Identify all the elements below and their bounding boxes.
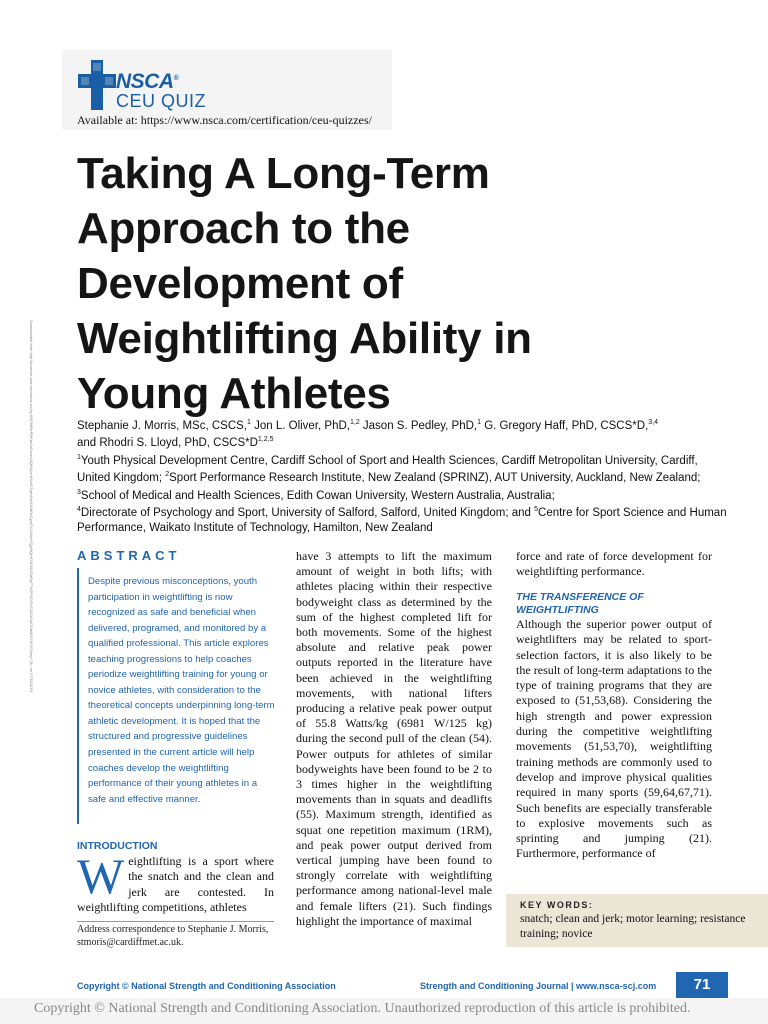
affiliation: Sport Performance Research Institute, New Zealand (SPRINZ), AUT University, Auckland, New Zealand;: [169, 472, 701, 485]
correspondence-note: Address correspondence to Stephanie J. Morris, stmoris@cardiffmet.ac.uk.: [77, 924, 269, 948]
abstract-heading: ABSTRACT: [77, 548, 181, 563]
abstract-box: [77, 568, 279, 824]
keywords-list: snatch; clean and jerk; motor learning; resistance training; novice: [520, 913, 746, 940]
body-column-3: Although the superior power output of weightlifters may be related to sport-selection factors, it is also likely to be the result of long-term adaptations to the type of training programs that they are exposed to (51,53,68). Considering the high strength and power expression during the competitive weightlifting movements (51,53,70), weightlifting training methods are commonly used to develop and improve physical qualities required in many sports (59,64,67,71). Such benefits are especially transferable to explosive movements such as sprinting and jumping (21). Furthermore, performance of: [516, 617, 712, 861]
drop-cap: W: [77, 848, 125, 904]
page-number: 71: [676, 972, 728, 998]
affiliation: Centre for Sport Science and Human Performance, Waikato Institute of Technology, Hamilton, New Zealand: [77, 506, 727, 534]
author-name: Stephanie J. Morris, MSc, CSCS,: [77, 419, 247, 432]
author-name: G. Gregory Haff, PhD, CSCS*D,: [481, 419, 649, 432]
title-line: Weightlifting Ability in: [77, 314, 532, 363]
copyright-banner: Copyright © National Strength and Conditioning Association. Unauthorized reproduction of this article is prohibited.: [34, 1001, 691, 1016]
footer-journal-link[interactable]: Strength and Conditioning Journal | www.nsca-scj.com: [420, 981, 657, 991]
body-column-3-top: force and rate of force development for weightlifting performance.: [516, 549, 712, 579]
logo-subtitle: CEU QUIZ: [116, 91, 207, 111]
affiliation: School of Medical and Health Sciences, Edith Cowan University, Western Australia, Australia;: [80, 489, 555, 502]
keywords-box: [506, 894, 768, 947]
affiliation: Directorate of Psychology and Sport, University of Salford, Salford, United Kingdom; and: [80, 506, 535, 519]
section-heading-transference: THE TRANSFERENCE OF WEIGHTLIFTING: [516, 591, 644, 616]
nsca-logo: [76, 60, 206, 112]
introduction-paragraph: [77, 848, 274, 915]
author-name: Jason S. Pedley, PhD,: [359, 419, 478, 432]
article-title: [77, 146, 697, 421]
keywords-title: KEY WORDS:: [520, 900, 594, 910]
introduction-heading: INTRODUCTION: [77, 840, 158, 852]
availability-link[interactable]: Available at: https://www.nsca.com/certification/ceu-quizzes/: [77, 113, 372, 127]
title-line: Approach to the: [77, 204, 410, 253]
author-name: Jon L. Oliver, PhD,: [250, 419, 350, 432]
logo-brand: NSCA®: [116, 70, 179, 93]
affiliation: Youth Physical Development Centre, Cardiff School of Sport and Health Sciences, Cardiff Metropolitan University, Cardiff, United Kingdom;: [77, 454, 698, 485]
title-line: Taking A Long-Term: [77, 149, 490, 198]
download-watermark: Downloaded from http://journals.lww.com/nsca-scj by BhDMf5ePHKav1zEoum1tQfN4a+kJLhEZgbsIHo4XMi0hCywCX1AWnYQp/IlQrHD3i3D0OdRyi7TvSFl4Cf3VC4/OAVpDDa8KKGKV0Ymy+78= on 07/11/2021: [29, 320, 34, 693]
title-line: Development of: [77, 259, 403, 308]
title-line: Young Athletes: [77, 369, 391, 418]
introduction-text: eightlifting is a sport where the snatch and the clean and jerk are contested. In weightlifting competitions, athletes: [77, 854, 274, 914]
nsca-cross-logo-icon: [78, 60, 116, 110]
abstract-text: Despite previous misconceptions, youth participation in weightlifting is now recognized as safe and beneficial when delivered, programed, and monitored by a qualified professional. This article explores teaching progressions to help coaches periodize weightlifting training for young or novice athletes, with consideration to the theoretical concepts underpinning long-term athletic development. It is hoped that the structured and progressive guidelines presented in the current article will help coaches develop the weightlifting performance of their young athletes in a safe and effective manner.: [88, 576, 275, 805]
author-name: and Rhodri S. Lloyd, PhD, CSCS*D: [77, 437, 258, 450]
correspondence-divider: [77, 921, 274, 922]
body-column-2: have 3 attempts to lift the maximum amount of weight in both lifts; with athletes placing within their respective bodyweight class as determined by the sum of the highest completed lift for both movements. Some of the highest absolute and relative peak power outputs reported in the literature have been achieved in the weightlifting movements, with national lifters producing a relative peak power output of 55.8 Watts/kg (6981 W/125 kg) during the second pull of the clean (54). Power outputs for athletes of similar bodyweights have been found to be 2 to 3 times higher in the weightlifting movements than in squats and deadlifts (55). Maximum strength, identified as squat one repetition maximum (1RM), and peak power output derived from vertical jumping have been found to strongly correlate with weightlifting performance among national-level male and female lifters (21). Such findings highlight the importance of maximal: [296, 549, 492, 928]
footer-copyright: Copyright © National Strength and Conditioning Association: [77, 981, 336, 991]
author-block: Stephanie J. Morris, MSc, CSCS,$^1$ Jon L. Oliver, PhD,$^{1,2}$ Jason S. Pedley, PhD,$^1$ G. Gregory Haff, PhD, CSCS*D,$^{3,4}$ and Rhodri S. Lloyd, PhD, $CSCS*D^{1,2,5}$ $^1$Youth Physical Development Centre, Cardiff School of Sport and Health Sciences, Cardiff Metropolitan University, Cardiff, United Kingdom; $^2$Sport Performance Research Institute, New Zealand (SPRINZ), AUT University, Auckland, New Zealand; $^3$School of Medical and Health Sciences, Edith Cowan University, Western Australia, Australia; $^4$Directorate of Psychology and Sport, University of Salford, Salford, United Kingdom; and $^5$Centre for Sport Science and Human Performance, Waikato Institute of Technology, Hamilton, New Zealand: [77, 419, 727, 534]
